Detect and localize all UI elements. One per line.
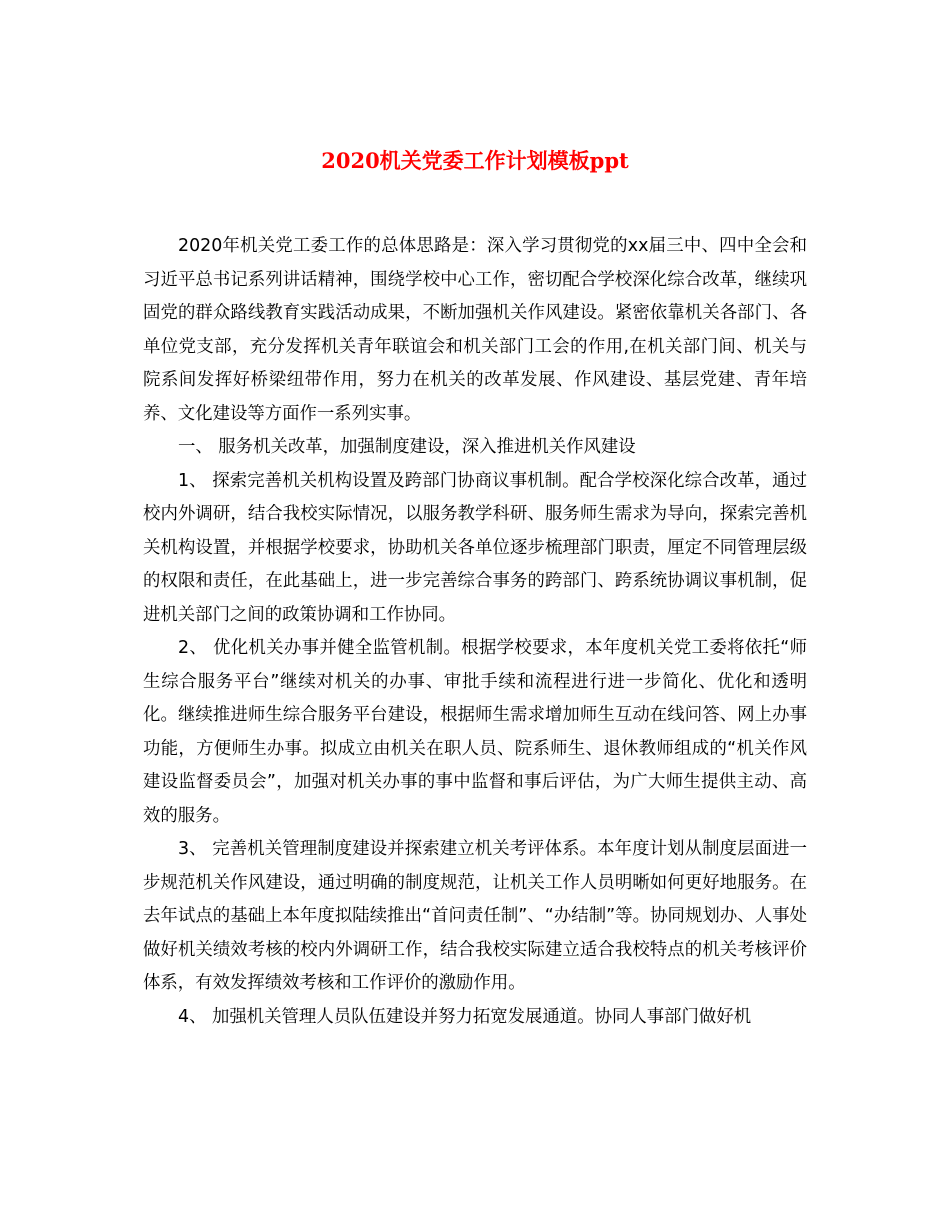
paragraph-item-3: 3、 完善机关管理制度建设并探索建立机关考评体系。本年度计划从制度层面进一步规范机关作风建设，通过明确的制度规范，让机关工作人员明晰如何更好地服务。在去年试点的基础上本年度拟陆续推出“首问责任制”、“办结制”等。协同规划办、人事处做好机关绩效考核的校内外调研工作，结合我校实际建立适合我校特点的机关考核评价体系，有效发挥绩效考核和工作评价的激励作用。 <box>143 839 807 993</box>
section-heading-1: 一、 服务机关改革，加强制度建设，深入推进机关作风建设 <box>178 437 636 457</box>
paragraph-item-2: 2、 优化机关办事并健全监管机制。根据学校要求，本年度机关党工委将依托“师生综合服务平台”继续对机关的办事、审批手续和流程进行进一步简化、优化和透明化。继续推进师生综合服务平台建设，根据师生需求增加师生互动在线问答、网上办事功能，方便师生办事。拟成立由机关在职人员、院系师生、退休教师组成的“机关作风建设监督委员会”，加强对机关办事的事中监督和事后评估，为广大师生提供主动、高效的服务。 <box>143 638 807 826</box>
paragraph-intro: 2020年机关党工委工作的总体思路是：深入学习贯彻党的xx届三中、四中全会和习近平总书记系列讲话精神，围绕学校中心工作，密切配合学校深化综合改革，继续巩固党的群众路线教育实践活动成果，不断加强机关作风建设。紧密依靠机关各部门、各单位党支部，充分发挥机关青年联谊会和机关部门工会的作用,在机关部门间、机关与院系间发挥好桥梁纽带作用，努力在机关的改革发展、作风建设、基层党建、青年培养、文化建设等方面作一系列实事。 <box>143 236 807 424</box>
paragraph-item-1: 1、 探索完善机关机构设置及跨部门协商议事机制。配合学校深化综合改革，通过校内外调研，结合我校实际情况，以服务教学科研、服务师生需求为导向，探索完善机关机构设置，并根据学校要求，协助机关各单位逐步梳理部门职责，厘定不同管理层级的权限和责任，在此基础上，进一步完善综合事务的跨部门、跨系统协调议事机制，促进机关部门之间的政策协调和工作协同。 <box>143 470 807 625</box>
document-title: 2020机关党委工作计划模板ppt <box>321 148 629 173</box>
document-body <box>143 230 807 1034</box>
paragraph-item-4: 4、 加强机关管理人员队伍建设并努力拓宽发展通道。协同人事部门做好机 <box>178 1006 752 1027</box>
